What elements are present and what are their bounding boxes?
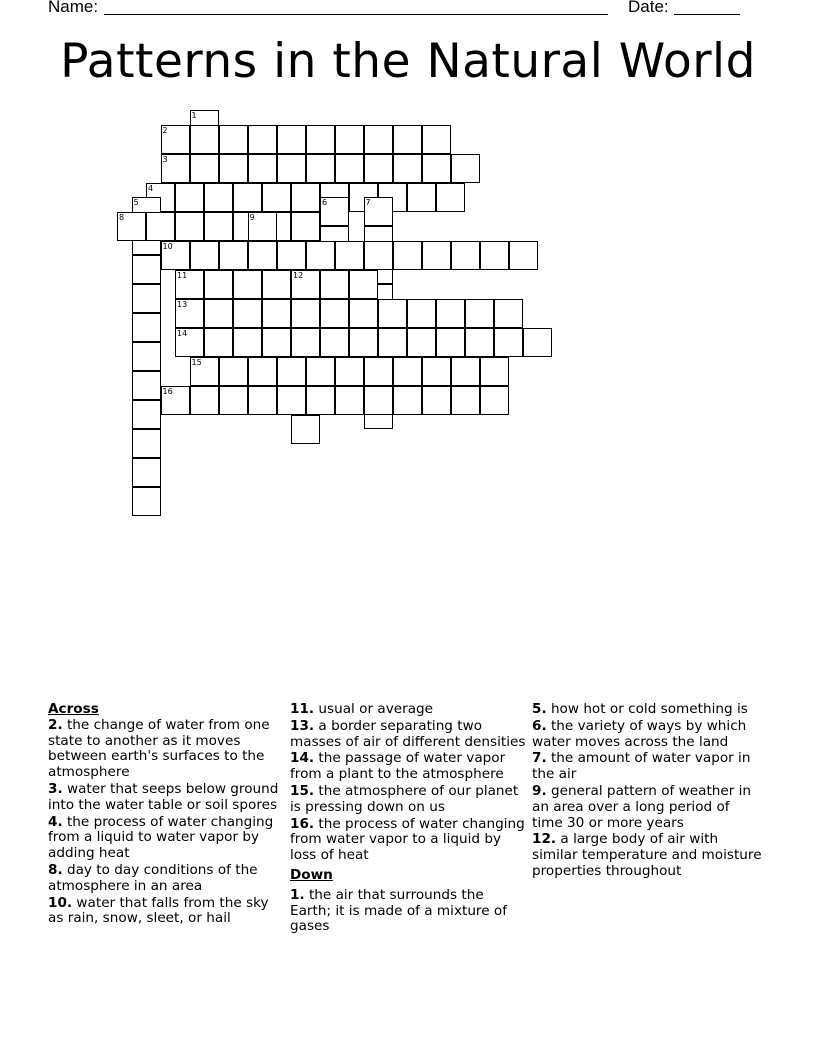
cell-number: 6 <box>322 198 328 207</box>
cell-number: 8 <box>119 212 125 222</box>
grid-cell[interactable] <box>306 154 335 183</box>
clue-down-6: 6. the variety of ways by which water moves across the land <box>532 717 747 750</box>
grid-cell[interactable] <box>233 270 262 299</box>
down-heading: Down <box>290 866 333 883</box>
grid-cell[interactable] <box>204 328 233 357</box>
grid-cell[interactable] <box>161 154 190 183</box>
grid-cell[interactable] <box>132 458 161 487</box>
grid-cell[interactable] <box>422 154 451 183</box>
cell-number: 12 <box>293 270 304 280</box>
grid-cell[interactable] <box>480 386 509 415</box>
grid-cell[interactable] <box>146 212 175 241</box>
grid-cell[interactable] <box>306 386 335 415</box>
clue-across-2: 2. the change of water from one state to another as it moves between earth's surfaces to the atmosphere <box>48 716 270 781</box>
grid-cell[interactable] <box>306 125 335 154</box>
grid-cell[interactable] <box>393 241 422 270</box>
grid-cell[interactable] <box>494 299 523 328</box>
clue-down-12: 12. a large body of air with similar temperature and moisture properties throughout <box>532 831 762 879</box>
grid-cell[interactable] <box>233 299 262 328</box>
grid-cell[interactable] <box>233 328 262 357</box>
grid-cell[interactable] <box>132 487 161 516</box>
grid-cell[interactable] <box>451 357 480 386</box>
cell-number: 10 <box>162 241 173 251</box>
grid-cell[interactable] <box>132 371 161 400</box>
clue-across-16: 16. the process of water changing from water vapor to a liquid by loss of heat <box>290 815 525 864</box>
grid-cell[interactable] <box>262 328 291 357</box>
cell-number: 13 <box>177 299 188 309</box>
grid-cell[interactable] <box>161 386 190 415</box>
grid-cell[interactable] <box>204 183 233 212</box>
grid-cell[interactable] <box>132 313 161 342</box>
grid-cell[interactable] <box>349 299 378 328</box>
grid-cell[interactable] <box>320 270 349 299</box>
clue-across-3: 3. water that seeps below ground into the water table or soil spores <box>48 780 279 813</box>
grid-cell[interactable] <box>190 154 219 183</box>
grid-cell[interactable] <box>364 125 393 154</box>
grid-cell[interactable] <box>407 183 436 212</box>
grid-cell[interactable] <box>175 270 204 299</box>
grid-cell[interactable] <box>277 386 306 415</box>
grid-cell[interactable] <box>262 270 291 299</box>
clues-column-3 <box>532 702 764 881</box>
grid-cell[interactable] <box>494 328 523 357</box>
grid-cell[interactable] <box>291 183 320 212</box>
grid-cell[interactable] <box>248 357 277 386</box>
grid-cell[interactable] <box>204 270 233 299</box>
across-heading: Across <box>48 701 99 717</box>
grid-cell[interactable] <box>277 241 306 270</box>
clues-column-1 <box>48 702 284 928</box>
page-title: Patterns in the Natural World <box>60 34 756 89</box>
grid-cell[interactable] <box>335 241 364 270</box>
grid-cell[interactable] <box>422 241 451 270</box>
cell-number: 4 <box>148 183 154 193</box>
date-label: Date: <box>628 0 669 16</box>
grid-cell[interactable] <box>132 342 161 371</box>
grid-cell[interactable] <box>480 241 509 270</box>
grid-cell[interactable] <box>407 328 436 357</box>
cell-number: 14 <box>177 328 188 338</box>
clue-down-9: 9. general pattern of weather in an area over a long period of time 30 or more years <box>532 782 752 831</box>
cell-number: 16 <box>162 386 173 396</box>
grid-cell[interactable] <box>190 386 219 415</box>
grid-cell[interactable] <box>262 299 291 328</box>
grid-cell[interactable] <box>291 415 320 444</box>
cell-number: 7 <box>365 198 371 207</box>
grid-cell[interactable] <box>364 357 393 386</box>
grid-cell[interactable] <box>277 154 306 183</box>
grid-cell[interactable] <box>422 357 451 386</box>
cell-number: 3 <box>162 154 168 164</box>
name-label: Name: <box>48 0 99 16</box>
grid-cell[interactable] <box>190 241 219 270</box>
grid-cell[interactable] <box>248 212 277 241</box>
grid-cell[interactable] <box>378 299 407 328</box>
grid-cell[interactable] <box>451 241 480 270</box>
grid-cell[interactable] <box>219 357 248 386</box>
grid-cell[interactable] <box>451 154 480 183</box>
grid-cell[interactable] <box>219 386 248 415</box>
grid-cell[interactable] <box>465 328 494 357</box>
grid-cell[interactable] <box>393 125 422 154</box>
grid-cell[interactable] <box>364 386 393 415</box>
grid-cell[interactable] <box>364 241 393 270</box>
grid-cell[interactable] <box>190 357 219 386</box>
grid-cell[interactable] <box>248 386 277 415</box>
grid-cell[interactable] <box>248 125 277 154</box>
grid-cell[interactable] <box>451 386 480 415</box>
grid-cell[interactable] <box>190 125 219 154</box>
grid-cell[interactable] <box>291 212 320 241</box>
grid-cell[interactable] <box>349 270 378 299</box>
cell-number: 5 <box>133 198 139 207</box>
grid-cell[interactable] <box>335 357 364 386</box>
grid-cell[interactable] <box>204 299 233 328</box>
grid-cell[interactable] <box>219 241 248 270</box>
clue-across-11: 11. usual or average <box>290 701 434 717</box>
grid-cell[interactable] <box>132 255 161 284</box>
grid-cell[interactable] <box>291 328 320 357</box>
cell-number: 11 <box>177 270 188 280</box>
grid-cell[interactable] <box>509 241 538 270</box>
grid-cell[interactable] <box>364 197 393 226</box>
clue-down-1: 1. the air that surrounds the Earth; it is made of a mixture of gases <box>290 886 508 935</box>
grid-cell[interactable] <box>393 357 422 386</box>
grid-cell[interactable] <box>175 183 204 212</box>
grid-cell[interactable] <box>436 183 465 212</box>
grid-cell[interactable] <box>219 125 248 154</box>
grid-cell[interactable] <box>291 299 320 328</box>
grid-cell[interactable] <box>248 241 277 270</box>
grid-cell[interactable] <box>335 125 364 154</box>
grid-cell[interactable] <box>132 284 161 313</box>
cell-number: 9 <box>249 212 255 222</box>
grid-cell[interactable] <box>422 125 451 154</box>
grid-cell[interactable] <box>161 125 190 154</box>
grid-cell[interactable] <box>393 386 422 415</box>
clue-across-15: 15. the atmosphere of our planet is pressing down on us <box>290 782 519 815</box>
grid-cell[interactable] <box>436 328 465 357</box>
grid-cell[interactable] <box>407 299 436 328</box>
grid-cell[interactable] <box>335 154 364 183</box>
grid-cell[interactable] <box>364 154 393 183</box>
grid-cell[interactable] <box>291 270 320 299</box>
grid-cell[interactable] <box>393 154 422 183</box>
grid-cell[interactable] <box>480 357 509 386</box>
cell-number: 2 <box>162 125 168 135</box>
grid-cell[interactable] <box>422 386 451 415</box>
grid-cell[interactable] <box>306 241 335 270</box>
grid-cell[interactable] <box>175 299 204 328</box>
cell-number: 1 <box>191 111 197 120</box>
grid-cell[interactable] <box>204 212 233 241</box>
clue-across-14: 14. the passage of water vapor from a plant to the atmosphere <box>290 750 506 783</box>
grid-cell[interactable] <box>523 328 552 357</box>
clue-across-4: 4. the process of water changing from a liquid to water vapor by adding heat <box>48 813 274 862</box>
grid-cell[interactable] <box>175 328 204 357</box>
grid-cell[interactable] <box>335 386 364 415</box>
clue-down-7: 7. the amount of water vapor in the air <box>532 750 751 783</box>
clue-across-13: 13. a border separating two masses of air of different densities <box>290 717 526 750</box>
grid-cell[interactable] <box>175 212 204 241</box>
grid-cell[interactable] <box>277 357 306 386</box>
cell-number: 15 <box>191 357 202 367</box>
grid-cell[interactable] <box>320 197 349 226</box>
grid-cell[interactable] <box>132 429 161 458</box>
clue-across-10: 10. water that falls from the sky as rain, snow, sleet, or hail <box>48 894 269 927</box>
grid-cell[interactable] <box>132 400 161 429</box>
grid-cell[interactable] <box>306 357 335 386</box>
clue-down-5: 5. how hot or cold something is <box>532 701 748 717</box>
grid-cell[interactable] <box>277 125 306 154</box>
grid-cell[interactable] <box>161 241 190 270</box>
grid-cell[interactable] <box>248 154 277 183</box>
grid-cell[interactable] <box>117 212 146 241</box>
grid-cell[interactable] <box>219 154 248 183</box>
grid-cell[interactable] <box>320 328 349 357</box>
grid-cell[interactable] <box>320 299 349 328</box>
grid-cell[interactable] <box>465 299 494 328</box>
grid-cell[interactable] <box>262 183 291 212</box>
grid-cell[interactable] <box>349 328 378 357</box>
grid-cell[interactable] <box>233 183 262 212</box>
grid-cell[interactable] <box>378 328 407 357</box>
clues-column-2 <box>290 702 528 936</box>
grid-cell[interactable] <box>436 299 465 328</box>
clue-across-8: 8. day to day conditions of the atmosphere in an area <box>48 861 258 894</box>
